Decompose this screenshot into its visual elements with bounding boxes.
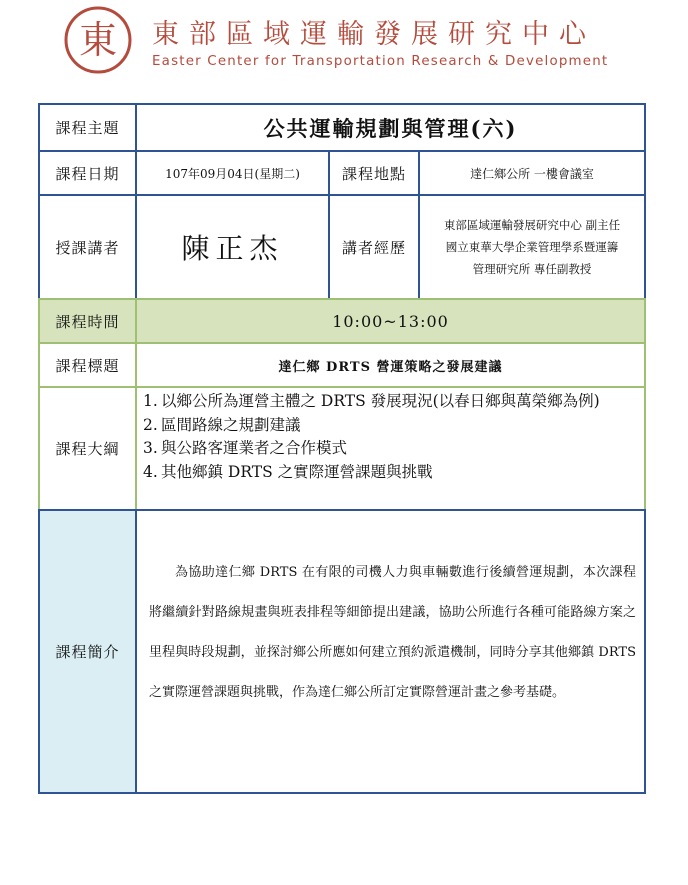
outline-num: 3. — [143, 439, 158, 457]
date-value: 107年09月04日(星期二) — [135, 152, 328, 194]
org-name-zh: 東部區域運輸發展研究中心 — [152, 19, 596, 50]
outline-num: 2. — [143, 415, 158, 434]
experience-line: 東部區域運輸發展研究中心 副主任 — [443, 218, 621, 232]
logo-char: 東 — [78, 18, 118, 62]
row-instructor — [38, 194, 646, 300]
experience-line: 國立東華大學企業管理學系暨運籌 — [445, 240, 619, 254]
org-name-en: Easter Center for Transportation Research & Development — [152, 54, 609, 69]
title-label: 課程標題 — [55, 356, 120, 375]
experience-line: 管理研究所 專任副教授 — [472, 262, 592, 276]
row-topic — [38, 103, 646, 152]
org-logo — [64, 6, 132, 74]
outline-item — [143, 390, 600, 414]
header — [0, 0, 688, 90]
row-intro — [38, 509, 646, 794]
intro-label: 課程簡介 — [40, 511, 135, 792]
topic-label: 課程主題 — [55, 119, 120, 137]
location-value: 達仁鄉公所 一樓會議室 — [418, 152, 644, 194]
outline-text: 與公路客運業者之合作模式 — [161, 439, 348, 457]
row-time — [38, 298, 646, 344]
outline-text: 以鄉公所為運營主體之 DRTS 發展現況(以春日鄉與萬榮鄉為例) — [161, 392, 600, 410]
outline-item — [143, 437, 347, 461]
outline-text: 其他鄉鎮 DRTS 之實際運營課題與挑戰 — [161, 462, 433, 481]
outline-num: 4. — [143, 462, 158, 481]
outline-text: 區間路線之規劃建議 — [161, 415, 301, 434]
location-label: 課程地點 — [328, 152, 418, 194]
instructor-value: 陳正杰 — [135, 196, 328, 298]
time-label: 課程時間 — [55, 312, 120, 331]
row-outline — [38, 386, 646, 511]
outline-item — [143, 461, 433, 485]
intro-text: 為協助達仁鄉 DRTS 在有限的司機人力與車輛數進行後續營運規劃，本次課程將繼續針對路線規畫與班表排程等細節提出建議，協助公所進行各種可能路線方案之里程與時段規劃，並探討鄉公所應如何建立預約派遣機制，同時分享其他鄉鎮 DRTS 之實際運營課題與挑戰，作為達仁鄉公所訂定實際營運計畫之參考基礎。 — [135, 511, 644, 792]
date-label: 課程日期 — [55, 164, 120, 183]
title-value: 達仁鄉 DRTS 營運策略之發展建議 — [135, 344, 644, 386]
experience-value — [418, 196, 644, 298]
outline-list — [135, 388, 644, 509]
row-date — [38, 150, 646, 196]
topic-value: 公共運輸規劃與管理(六) — [135, 105, 644, 150]
outline-label: 課程大綱 — [55, 440, 120, 458]
instructor-label: 授課講者 — [55, 238, 120, 257]
outline-item — [143, 414, 301, 438]
row-title — [38, 342, 646, 388]
time-value: 10:00~13:00 — [135, 300, 644, 342]
outline-num: 1. — [143, 392, 158, 410]
experience-label: 講者經歷 — [328, 196, 418, 298]
